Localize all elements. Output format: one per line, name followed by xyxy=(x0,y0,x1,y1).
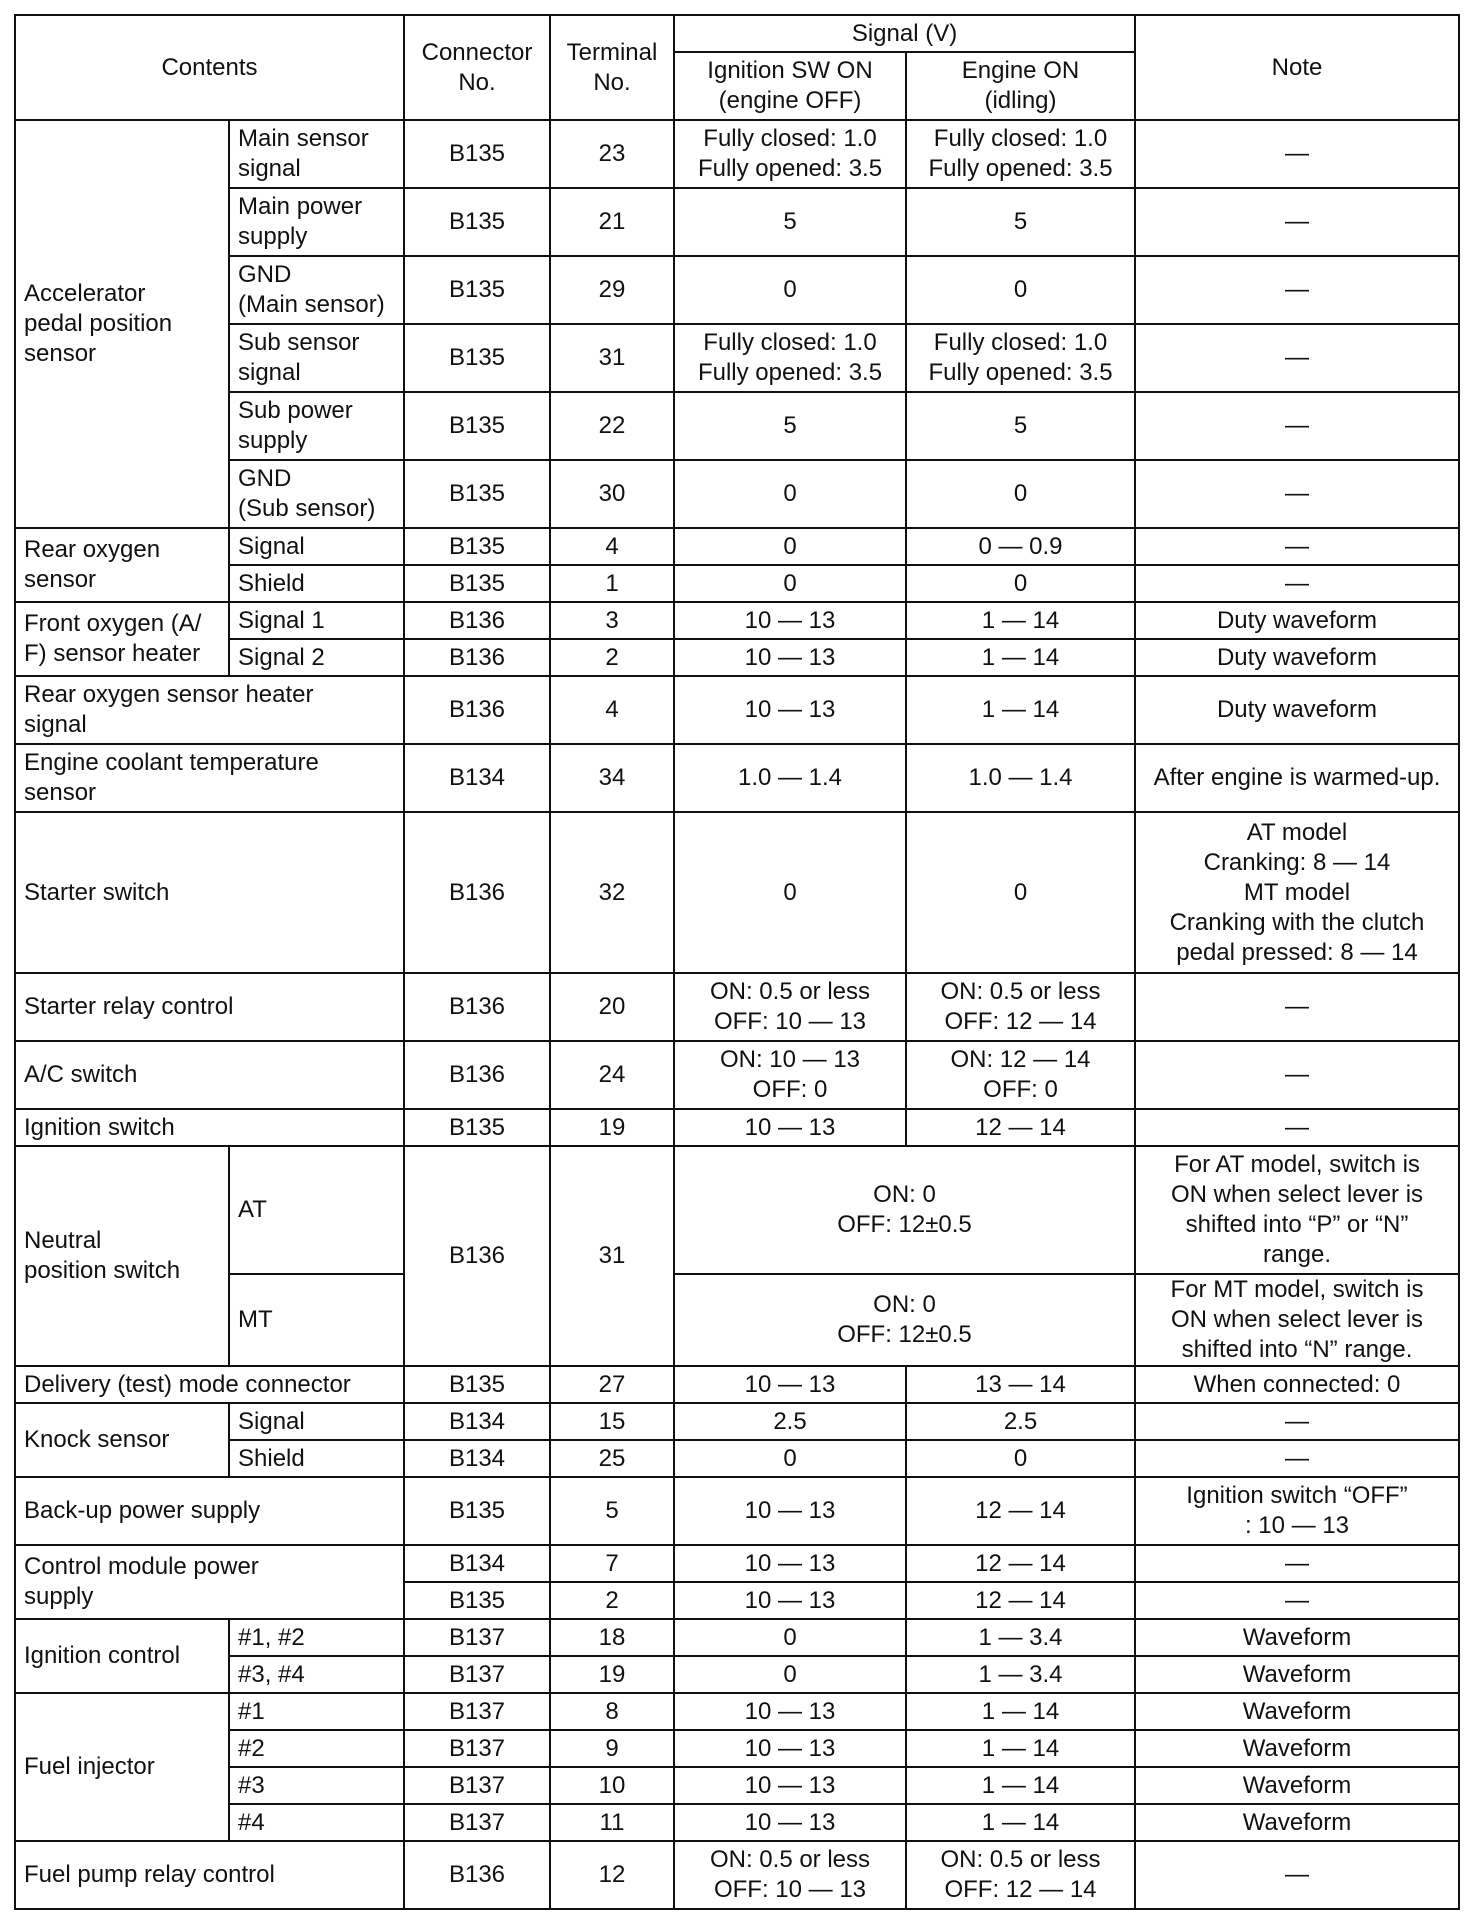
row-sub-label: #4 xyxy=(229,1804,404,1841)
table-body xyxy=(15,120,1459,1909)
row-sub-label: Main power supply xyxy=(229,188,404,256)
engine-on-cell: 2.5 xyxy=(906,1403,1135,1440)
table-row xyxy=(15,1109,1459,1146)
ignition-on-cell: 0 xyxy=(674,256,906,324)
row-group-label: Front oxygen (A/ F) sensor heater xyxy=(15,602,229,676)
row-group-label: Control module power supply xyxy=(15,1545,404,1619)
connector-cell: B135 xyxy=(404,120,550,188)
table-row xyxy=(15,744,1459,812)
terminal-cell: 34 xyxy=(550,744,674,812)
engine-on-cell: 0 xyxy=(906,812,1135,973)
terminal-cell: 12 xyxy=(550,1841,674,1909)
terminal-cell: 30 xyxy=(550,460,674,528)
terminal-cell: 32 xyxy=(550,812,674,973)
terminal-cell: 15 xyxy=(550,1403,674,1440)
row-sub-label: #1, #2 xyxy=(229,1619,404,1656)
table-row xyxy=(15,1041,1459,1109)
table-row xyxy=(15,1841,1459,1909)
ignition-on-cell: 10 — 13 xyxy=(674,1366,906,1403)
connector-cell: B136 xyxy=(404,973,550,1041)
table-row xyxy=(15,602,1459,639)
note-cell: — xyxy=(1135,120,1459,188)
terminal-cell: 1 xyxy=(550,565,674,602)
terminal-cell: 3 xyxy=(550,602,674,639)
terminal-cell: 31 xyxy=(550,324,674,392)
terminal-cell: 8 xyxy=(550,1693,674,1730)
engine-on-cell: 1 — 14 xyxy=(906,602,1135,639)
row-group-label: Rear oxygen sensor heater signal xyxy=(15,676,404,744)
terminal-cell: 20 xyxy=(550,973,674,1041)
row-group-label: Starter relay control xyxy=(15,973,404,1041)
note-cell: Waveform xyxy=(1135,1730,1459,1767)
engine-on-cell: 12 — 14 xyxy=(906,1477,1135,1545)
engine-on-cell: 1 — 14 xyxy=(906,1804,1135,1841)
terminal-cell: 18 xyxy=(550,1619,674,1656)
row-group-label: Ignition control xyxy=(15,1619,229,1693)
connector-cell: B135 xyxy=(404,1109,550,1146)
ignition-on-cell: 10 — 13 xyxy=(674,602,906,639)
header-signal: Signal (V) xyxy=(674,15,1135,52)
engine-on-cell: Fully closed: 1.0 Fully opened: 3.5 xyxy=(906,324,1135,392)
note-cell: — xyxy=(1135,973,1459,1041)
connector-cell: B134 xyxy=(404,744,550,812)
table-row xyxy=(15,528,1459,565)
row-sub-label: Sub sensor signal xyxy=(229,324,404,392)
ignition-on-cell: 2.5 xyxy=(674,1403,906,1440)
row-sub-label: #2 xyxy=(229,1730,404,1767)
row-sub-label: GND (Main sensor) xyxy=(229,256,404,324)
signal-cell: ON: 0 OFF: 12±0.5 xyxy=(674,1274,1135,1366)
note-cell: Duty waveform xyxy=(1135,602,1459,639)
row-sub-label: #1 xyxy=(229,1693,404,1730)
table-row xyxy=(15,639,1459,676)
row-sub-label: #3, #4 xyxy=(229,1656,404,1693)
ignition-on-cell: Fully closed: 1.0 Fully opened: 3.5 xyxy=(674,324,906,392)
engine-on-cell: 1 — 14 xyxy=(906,639,1135,676)
row-group-label: Engine coolant temperature sensor xyxy=(15,744,404,812)
ignition-on-cell: ON: 0.5 or less OFF: 10 — 13 xyxy=(674,1841,906,1909)
ignition-on-cell: 10 — 13 xyxy=(674,1804,906,1841)
ignition-on-cell: ON: 0.5 or less OFF: 10 — 13 xyxy=(674,973,906,1041)
ignition-on-cell: 10 — 13 xyxy=(674,1477,906,1545)
table-row xyxy=(15,324,1459,392)
row-group-label: Neutral position switch xyxy=(15,1146,229,1366)
engine-on-cell: ON: 0.5 or less OFF: 12 — 14 xyxy=(906,1841,1135,1909)
terminal-cell: 4 xyxy=(550,676,674,744)
engine-on-cell: 0 — 0.9 xyxy=(906,528,1135,565)
connector-cell: B135 xyxy=(404,1477,550,1545)
connector-cell: B136 xyxy=(404,1041,550,1109)
ignition-on-cell: 5 xyxy=(674,392,906,460)
note-cell: — xyxy=(1135,460,1459,528)
header-ignition-on: Ignition SW ON (engine OFF) xyxy=(674,52,906,120)
engine-on-cell: 12 — 14 xyxy=(906,1109,1135,1146)
row-sub-label: Main sensor signal xyxy=(229,120,404,188)
table-row xyxy=(15,1146,1459,1274)
connector-cell: B135 xyxy=(404,1366,550,1403)
note-cell: Waveform xyxy=(1135,1767,1459,1804)
row-group-label: Ignition switch xyxy=(15,1109,404,1146)
note-cell: — xyxy=(1135,1440,1459,1477)
table-row xyxy=(15,1693,1459,1730)
engine-on-cell: 1 — 3.4 xyxy=(906,1656,1135,1693)
row-group-label: A/C switch xyxy=(15,1041,404,1109)
connector-cell: B136 xyxy=(404,639,550,676)
note-cell: — xyxy=(1135,565,1459,602)
row-sub-label: Signal xyxy=(229,1403,404,1440)
engine-on-cell: 1 — 14 xyxy=(906,1693,1135,1730)
table-row xyxy=(15,1274,1459,1366)
row-sub-label: GND (Sub sensor) xyxy=(229,460,404,528)
connector-cell: B135 xyxy=(404,188,550,256)
engine-on-cell: 1 — 3.4 xyxy=(906,1619,1135,1656)
note-cell: Ignition switch “OFF” : 10 — 13 xyxy=(1135,1477,1459,1545)
note-cell: Duty waveform xyxy=(1135,676,1459,744)
connector-cell: B137 xyxy=(404,1619,550,1656)
row-group-label: Accelerator pedal position sensor xyxy=(15,120,229,528)
note-cell: — xyxy=(1135,1109,1459,1146)
header-note: Note xyxy=(1135,15,1459,120)
row-sub-label: Shield xyxy=(229,565,404,602)
ignition-on-cell: 10 — 13 xyxy=(674,1693,906,1730)
engine-on-cell: 1 — 14 xyxy=(906,1730,1135,1767)
note-cell: When connected: 0 xyxy=(1135,1366,1459,1403)
row-sub-label: AT xyxy=(229,1146,404,1274)
connector-cell: B136 xyxy=(404,676,550,744)
header-connector: Connector No. xyxy=(404,15,550,120)
table-row xyxy=(15,1440,1459,1477)
note-cell: AT model Cranking: 8 — 14 MT model Cranking with the clutch pedal pressed: 8 — 14 xyxy=(1135,812,1459,973)
note-cell: — xyxy=(1135,324,1459,392)
row-sub-label: #3 xyxy=(229,1767,404,1804)
engine-on-cell: 0 xyxy=(906,565,1135,602)
table-row xyxy=(15,188,1459,256)
signal-cell: ON: 0 OFF: 12±0.5 xyxy=(674,1146,1135,1274)
terminal-cell: 27 xyxy=(550,1366,674,1403)
row-sub-label: Signal 2 xyxy=(229,639,404,676)
note-cell: For AT model, switch is ON when select lever is shifted into “P” or “N” range. xyxy=(1135,1146,1459,1274)
ignition-on-cell: 0 xyxy=(674,1440,906,1477)
connector-cell: B134 xyxy=(404,1545,550,1582)
ignition-on-cell: 0 xyxy=(674,528,906,565)
row-group-label: Starter switch xyxy=(15,812,404,973)
note-cell: — xyxy=(1135,188,1459,256)
terminal-cell: 23 xyxy=(550,120,674,188)
engine-on-cell: 12 — 14 xyxy=(906,1545,1135,1582)
connector-cell: B137 xyxy=(404,1693,550,1730)
ignition-on-cell: 0 xyxy=(674,812,906,973)
note-cell: Waveform xyxy=(1135,1656,1459,1693)
ignition-on-cell: 10 — 13 xyxy=(674,1582,906,1619)
row-sub-label: Sub power supply xyxy=(229,392,404,460)
table-row xyxy=(15,1619,1459,1656)
terminal-cell: 5 xyxy=(550,1477,674,1545)
table-row xyxy=(15,1403,1459,1440)
ignition-on-cell: 0 xyxy=(674,460,906,528)
row-group-label: Fuel pump relay control xyxy=(15,1841,404,1909)
row-sub-label: Signal xyxy=(229,528,404,565)
connector-cell: B137 xyxy=(404,1656,550,1693)
table-row xyxy=(15,1366,1459,1403)
engine-on-cell: 5 xyxy=(906,188,1135,256)
engine-on-cell: ON: 12 — 14 OFF: 0 xyxy=(906,1041,1135,1109)
table-row xyxy=(15,1804,1459,1841)
connector-cell: B136 xyxy=(404,1146,550,1366)
table-row xyxy=(15,460,1459,528)
row-group-label: Back-up power supply xyxy=(15,1477,404,1545)
engine-on-cell: 0 xyxy=(906,256,1135,324)
engine-on-cell: 12 — 14 xyxy=(906,1582,1135,1619)
note-cell: For MT model, switch is ON when select lever is shifted into “N” range. xyxy=(1135,1274,1459,1366)
note-cell: — xyxy=(1135,1841,1459,1909)
note-cell: Waveform xyxy=(1135,1619,1459,1656)
connector-cell: B136 xyxy=(404,1841,550,1909)
row-group-label: Fuel injector xyxy=(15,1693,229,1841)
ignition-on-cell: 0 xyxy=(674,1619,906,1656)
note-cell: — xyxy=(1135,392,1459,460)
ignition-on-cell: 10 — 13 xyxy=(674,639,906,676)
note-cell: Duty waveform xyxy=(1135,639,1459,676)
terminal-cell: 19 xyxy=(550,1656,674,1693)
ignition-on-cell: 10 — 13 xyxy=(674,1767,906,1804)
note-cell: Waveform xyxy=(1135,1804,1459,1841)
engine-on-cell: 13 — 14 xyxy=(906,1366,1135,1403)
engine-on-cell: 1 — 14 xyxy=(906,676,1135,744)
terminal-cell: 24 xyxy=(550,1041,674,1109)
connector-cell: B135 xyxy=(404,324,550,392)
header-engine-on: Engine ON (idling) xyxy=(906,52,1135,120)
connector-cell: B134 xyxy=(404,1403,550,1440)
row-group-label: Delivery (test) mode connector xyxy=(15,1366,404,1403)
connector-cell: B137 xyxy=(404,1804,550,1841)
table-row xyxy=(15,1767,1459,1804)
engine-on-cell: 1.0 — 1.4 xyxy=(906,744,1135,812)
connector-cell: B135 xyxy=(404,460,550,528)
connector-cell: B137 xyxy=(404,1767,550,1804)
terminal-cell: 10 xyxy=(550,1767,674,1804)
note-cell: — xyxy=(1135,1545,1459,1582)
terminal-cell: 2 xyxy=(550,639,674,676)
row-group-label: Knock sensor xyxy=(15,1403,229,1477)
terminal-cell: 2 xyxy=(550,1582,674,1619)
table-row xyxy=(15,1545,1459,1582)
row-sub-label: Shield xyxy=(229,1440,404,1477)
header-contents: Contents xyxy=(15,15,404,120)
table-row xyxy=(15,676,1459,744)
table-row xyxy=(15,392,1459,460)
ignition-on-cell: 10 — 13 xyxy=(674,1730,906,1767)
ignition-on-cell: 10 — 13 xyxy=(674,1109,906,1146)
note-cell: Waveform xyxy=(1135,1693,1459,1730)
table-row xyxy=(15,973,1459,1041)
connector-cell: B134 xyxy=(404,1440,550,1477)
engine-on-cell: 0 xyxy=(906,1440,1135,1477)
row-sub-label: MT xyxy=(229,1274,404,1366)
table-row xyxy=(15,256,1459,324)
row-group-label: Rear oxygen sensor xyxy=(15,528,229,602)
terminal-cell: 29 xyxy=(550,256,674,324)
note-cell: — xyxy=(1135,1041,1459,1109)
table-row xyxy=(15,120,1459,188)
terminal-cell: 11 xyxy=(550,1804,674,1841)
engine-on-cell: 5 xyxy=(906,392,1135,460)
row-sub-label: Signal 1 xyxy=(229,602,404,639)
header-terminal: Terminal No. xyxy=(550,15,674,120)
ignition-on-cell: ON: 10 — 13 OFF: 0 xyxy=(674,1041,906,1109)
engine-on-cell: 0 xyxy=(906,460,1135,528)
terminal-cell: 4 xyxy=(550,528,674,565)
ignition-on-cell: 10 — 13 xyxy=(674,1545,906,1582)
note-cell: — xyxy=(1135,256,1459,324)
table-row xyxy=(15,565,1459,602)
connector-cell: B135 xyxy=(404,256,550,324)
terminal-cell: 25 xyxy=(550,1440,674,1477)
table-row xyxy=(15,1477,1459,1545)
terminal-cell: 9 xyxy=(550,1730,674,1767)
note-cell: After engine is warmed-up. xyxy=(1135,744,1459,812)
connector-cell: B137 xyxy=(404,1730,550,1767)
terminal-cell: 7 xyxy=(550,1545,674,1582)
table-row xyxy=(15,1730,1459,1767)
note-cell: — xyxy=(1135,528,1459,565)
table-row xyxy=(15,1656,1459,1693)
engine-on-cell: 1 — 14 xyxy=(906,1767,1135,1804)
table-row xyxy=(15,812,1459,973)
ignition-on-cell: 0 xyxy=(674,565,906,602)
connector-cell: B135 xyxy=(404,565,550,602)
connector-cell: B135 xyxy=(404,528,550,565)
terminal-cell: 22 xyxy=(550,392,674,460)
connector-cell: B136 xyxy=(404,602,550,639)
note-cell: — xyxy=(1135,1582,1459,1619)
note-cell: — xyxy=(1135,1403,1459,1440)
ignition-on-cell: 10 — 13 xyxy=(674,676,906,744)
terminal-cell: 31 xyxy=(550,1146,674,1366)
connector-cell: B136 xyxy=(404,812,550,973)
signal-table xyxy=(14,14,1460,1910)
terminal-cell: 19 xyxy=(550,1109,674,1146)
ignition-on-cell: 0 xyxy=(674,1656,906,1693)
ignition-on-cell: 1.0 — 1.4 xyxy=(674,744,906,812)
connector-cell: B135 xyxy=(404,1582,550,1619)
engine-on-cell: Fully closed: 1.0 Fully opened: 3.5 xyxy=(906,120,1135,188)
engine-on-cell: ON: 0.5 or less OFF: 12 — 14 xyxy=(906,973,1135,1041)
ignition-on-cell: 5 xyxy=(674,188,906,256)
connector-cell: B135 xyxy=(404,392,550,460)
terminal-cell: 21 xyxy=(550,188,674,256)
ignition-on-cell: Fully closed: 1.0 Fully opened: 3.5 xyxy=(674,120,906,188)
